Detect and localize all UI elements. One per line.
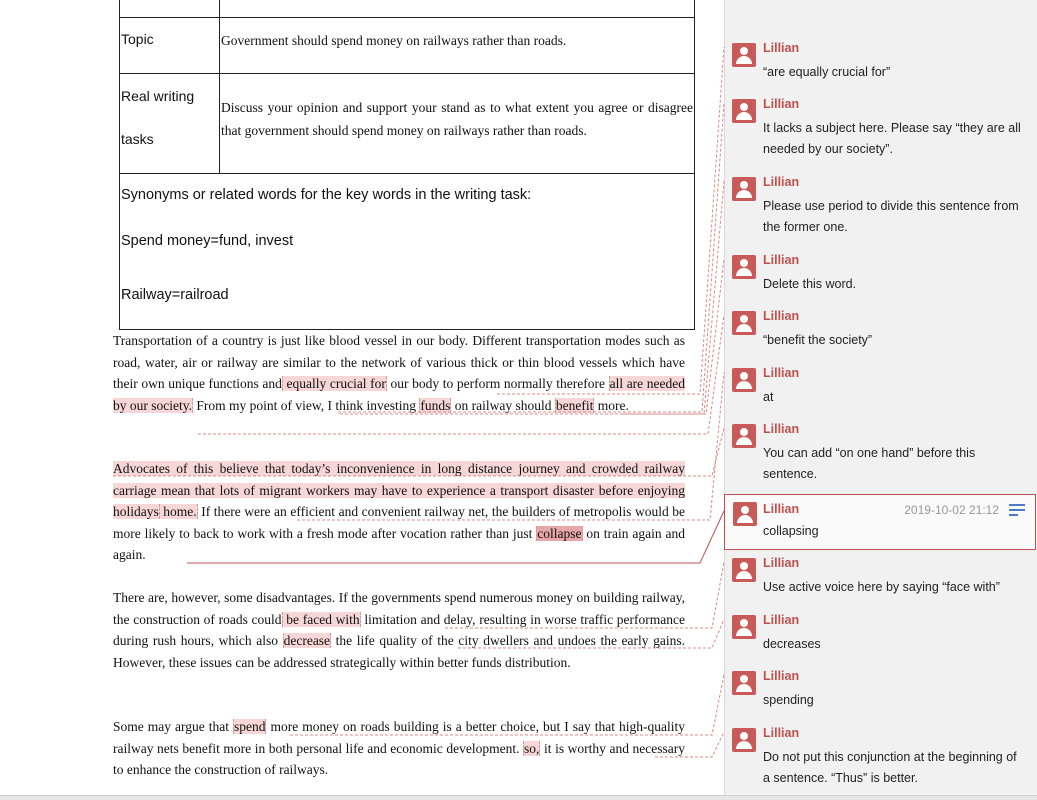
comment-text: at <box>763 390 774 404</box>
commented-text[interactable]: equally crucial for <box>282 376 386 391</box>
comment-author: Lillian <box>763 613 800 627</box>
comment-text: Use active voice here by saying “face with” <box>763 580 1000 594</box>
paragraph-text: our body to perform normally therefore <box>386 376 609 391</box>
comment-text: collapsing <box>763 524 819 538</box>
status-bar <box>0 795 1037 800</box>
commented-text[interactable]: be faced with <box>282 611 360 627</box>
paragraph-text: Some may argue that <box>113 719 233 734</box>
connector-line <box>113 428 724 476</box>
comment-card[interactable] <box>729 174 1029 240</box>
connector-line <box>290 675 724 735</box>
comment-card[interactable] <box>729 365 1029 411</box>
topic-label: Topic <box>121 31 154 47</box>
user-avatar-icon <box>732 177 756 201</box>
comment-card[interactable] <box>729 612 1029 658</box>
user-avatar-icon <box>732 255 756 279</box>
user-avatar-icon <box>732 558 756 582</box>
user-avatar-icon <box>732 424 756 448</box>
comment-date: 2019-10-02 21:12 <box>904 503 999 517</box>
connector-line <box>655 732 724 757</box>
comment-card[interactable] <box>729 725 1029 791</box>
paragraph-text: on railway should <box>451 397 555 413</box>
commented-text[interactable]: home. <box>159 504 197 519</box>
paragraph-text: it is worthy and necessary to enhance the construction of railways. <box>113 740 685 777</box>
user-avatar-icon <box>732 43 756 67</box>
synonyms-heading: Synonyms or related words for the key words in the writing task: <box>121 187 532 203</box>
comment-text: It lacks a subject here. Please say “they are all needed by our society”. <box>763 121 1021 156</box>
commented-text[interactable]: spend <box>233 719 266 734</box>
comment-author: Lillian <box>763 669 800 683</box>
connector-line <box>340 181 724 414</box>
user-avatar-icon <box>732 615 756 639</box>
connector-line <box>497 47 724 394</box>
comment-author: Lillian <box>763 502 800 516</box>
comment-text: “are equally crucial for” <box>763 65 891 79</box>
synonym-item: Spend money=fund, invest <box>121 233 294 249</box>
topic-value: Government should spend money on railways rather than roads. <box>221 33 567 48</box>
comment-author: Lillian <box>763 175 800 189</box>
comment-card[interactable] <box>729 252 1029 298</box>
paragraph-text: more. <box>594 397 629 413</box>
comment-card[interactable] <box>729 555 1029 601</box>
synonym-item: Railway=railroad <box>121 287 229 303</box>
comment-text: Delete this word. <box>763 277 857 291</box>
connector-line <box>623 259 724 414</box>
user-avatar-icon <box>732 368 756 392</box>
task-label-line1: Real writing <box>121 88 195 104</box>
commented-text[interactable]: funds <box>420 397 451 413</box>
comment-author: Lillian <box>763 253 800 267</box>
task-value: Discuss your opinion and support your stand as to what extent you agree or disagree that government should spend money on railways rather than roads. <box>221 100 693 138</box>
connector-line <box>445 562 724 628</box>
paragraph-text: the life quality of the city dwellers and undoes the early gains. However, these issues can be addressed strategically within better funds distribution. <box>113 633 685 670</box>
comment-card-active[interactable] <box>724 494 1036 550</box>
commented-text[interactable]: benefit <box>555 397 594 413</box>
comment-card[interactable] <box>729 668 1029 714</box>
comment-text: Do not put this conjunction at the beginning of a sentence. “Thus” is better. <box>763 750 1017 785</box>
comment-menu-icon[interactable] <box>1009 503 1027 519</box>
comment-author: Lillian <box>763 556 800 570</box>
paragraph-text: There are, however, some disadvantages. If the governments spend numerous money on building railway, the construction of roads could <box>113 590 685 627</box>
commented-text[interactable]: all are needed by our society. <box>113 376 686 413</box>
comment-text: decreases <box>763 637 821 651</box>
comment-author: Lillian <box>763 366 800 380</box>
paragraph-text: limitation and delay, resulting in worse traffic performance during rush hours, which also <box>113 611 686 648</box>
connector-line <box>458 619 724 648</box>
paragraph-text: Transportation of a country is just like blood vessel in our body. Different transportation modes such as road, water, air or railway are similar to the network of various thick or thin blood vessels which have their own unique functions and <box>113 333 685 391</box>
comment-text: You can add “on one hand” before this sentence. <box>763 446 976 481</box>
connector-line <box>198 315 724 434</box>
comment-author: Lillian <box>763 726 800 740</box>
comment-author: Lillian <box>763 422 800 436</box>
user-avatar-icon <box>732 311 756 335</box>
connector-line <box>338 103 724 412</box>
comment-card[interactable] <box>729 40 1029 86</box>
user-avatar-icon <box>732 99 756 123</box>
user-avatar-icon <box>733 502 757 526</box>
comment-author: Lillian <box>763 309 800 323</box>
comment-card[interactable] <box>729 96 1029 162</box>
user-avatar-icon <box>732 728 756 752</box>
active-connector-line <box>187 511 724 563</box>
paragraph-text: If there were an efficient and convenient railway net, the builders of metropolis would be more likely to back to work with a fresh mode after vocation rather than just <box>113 504 686 541</box>
user-avatar-icon <box>732 671 756 695</box>
comment-author: Lillian <box>763 97 800 111</box>
commented-text[interactable]: decrease <box>283 633 331 648</box>
comment-text: Please use period to divide this sentence from the former one. <box>763 199 1019 234</box>
paragraph-text: From my point of view, I think investing <box>192 397 420 413</box>
paragraph-text: more money on roads building is a better choice, but I say that high-quality railway nets benefit more in both personal life and economic development. <box>113 719 686 756</box>
comment-text: spending <box>763 693 814 707</box>
commented-text[interactable]: Advocates of this believe that today’s inconvenience in long distance journey and crowded railway carriage mean that lots of migrant workers may have to experience a transport disaster before enjoying holidays <box>113 461 685 519</box>
comment-author: Lillian <box>763 41 800 55</box>
comment-card[interactable] <box>729 421 1029 487</box>
comment-card[interactable] <box>729 308 1029 354</box>
task-label-line2: tasks <box>121 131 154 147</box>
commented-text-active[interactable]: collapse <box>537 525 582 541</box>
comment-text: “benefit the society” <box>763 333 873 347</box>
commented-text[interactable]: so, <box>524 740 540 756</box>
paragraph-text: on train again and again. <box>113 525 686 562</box>
